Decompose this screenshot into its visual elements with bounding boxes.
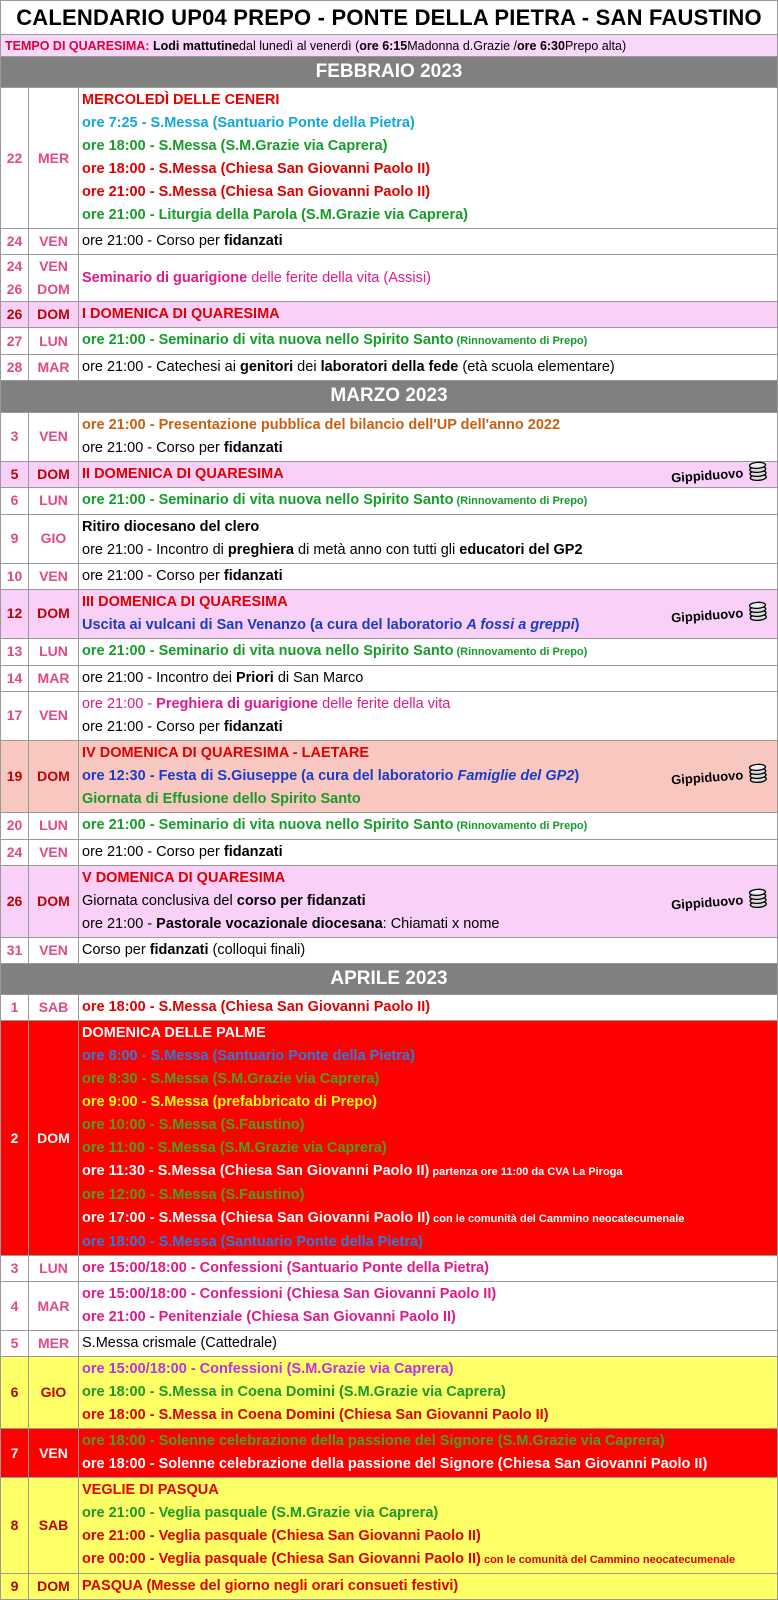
weekday: LUN (29, 328, 79, 354)
event-line (82, 716, 777, 739)
weekday: DOM (29, 302, 79, 327)
event-text: di metà anno con tutti gli (294, 541, 460, 558)
event-text: ore 21:00 - Incontro di (82, 541, 228, 558)
events-cell (79, 488, 777, 514)
event-text: ore 21:00 - Corso per (82, 843, 224, 860)
table-row (1, 563, 777, 589)
event-text: (età scuola elementare) (458, 359, 615, 376)
events-cell (79, 1574, 777, 1599)
events-cell (79, 1256, 777, 1281)
badge-label: Gippiduovo (670, 767, 744, 788)
weekday: VEN (29, 692, 79, 740)
event-line: ore 7:25 - S.Messa (Santuario Ponte della Pietra) (82, 115, 415, 132)
weekday: MAR (29, 666, 79, 691)
table-row (1, 412, 777, 461)
month-header-march: MARZO 2023 (1, 380, 777, 411)
weekday: DOM (29, 1021, 79, 1255)
day-number: 31 (1, 938, 29, 963)
weekday: GIO (29, 515, 79, 563)
event-text: ) (574, 767, 580, 784)
event-text: ore 21:00 - Seminario di vita nuova nello Spirito Santo (82, 816, 454, 833)
intro-time-2: ore 6:30 (517, 38, 565, 53)
event-line: ore 18:00 - S.Messa in Coena Domini (Chiesa San Giovanni Paolo II) (82, 1407, 549, 1424)
intro-time-1: ore 6:15 (359, 38, 408, 53)
coins-icon (746, 888, 769, 909)
intro-label: TEMPO DI QUARESIMA: (5, 38, 150, 53)
event-line (82, 230, 777, 253)
event-line: ore 15:00/18:00 - Confessioni (S.M.Grazie via Caprera) (82, 1361, 454, 1378)
weekday: VEN (29, 413, 79, 461)
day-number: 12 (1, 590, 29, 638)
event-text: educatori del GP2 (459, 541, 583, 558)
weekday: VEN (29, 840, 79, 865)
event-line: PASQUA (Messe del giorno negli orari consueti festivi) (82, 1578, 459, 1595)
day-range (1, 255, 29, 301)
event-line: ore 18:00 - S.Messa (Chiesa San Giovanni Paolo II) (82, 999, 431, 1016)
weekday: MAR (29, 355, 79, 380)
event-line: V DOMENICA DI QUARESIMA (82, 869, 286, 886)
event-line: I DOMENICA DI QUARESIMA (82, 306, 280, 323)
weekday: VEN (29, 938, 79, 963)
event-text: ore 21:00 - Seminario di vita nuova nello Spirito Santo (82, 332, 454, 349)
table-row (1, 1356, 777, 1428)
weekday: LUN (29, 639, 79, 665)
event-line: ore 15:00/18:00 - Confessioni (Chiesa San Giovanni Paolo II) (82, 1286, 497, 1303)
weekday: DOM (29, 462, 79, 487)
event-line: III DOMENICA DI QUARESIMA (82, 593, 288, 610)
events-cell (79, 1478, 777, 1573)
badge-label: Gippiduovo (670, 892, 744, 913)
event-text: genitori (239, 359, 294, 376)
table-row (1, 354, 777, 380)
event-line (82, 1548, 777, 1572)
event-line (82, 437, 777, 460)
day-number: 27 (1, 328, 29, 354)
table-row (1, 461, 777, 487)
event-line: Ritiro diocesano del clero (82, 518, 260, 535)
event-text: ore 21:00 - (82, 695, 157, 712)
event-text: Uscita ai vulcani di San Venanzo (a cura del laboratorio (82, 616, 467, 633)
day-number: 6 (1, 488, 29, 514)
event-line: ore 15:00/18:00 - Confessioni (Santuario Ponte della Pietra) (82, 1260, 489, 1277)
table-row (1, 1020, 777, 1255)
events-cell (79, 1331, 777, 1356)
day-number: 6 (1, 1357, 29, 1428)
events-cell (79, 866, 777, 937)
event-text: Giornata conclusiva del (82, 892, 237, 909)
event-line (82, 267, 777, 290)
event-line: ore 21:00 - S.Messa (Chiesa San Giovanni Paolo II) (82, 184, 431, 201)
day-number: 8 (1, 1478, 29, 1573)
event-text: dei (293, 359, 321, 376)
event-text: di San Marco (273, 669, 364, 686)
event-text: Famiglie del GP2 (457, 767, 575, 784)
day-number: 9 (1, 1574, 29, 1599)
table-row (1, 487, 777, 514)
event-line: S.Messa crismale (Cattedrale) (82, 1335, 277, 1352)
event-text: delle ferite della vita (Assisi) (247, 269, 431, 286)
event-line: ore 10:00 - S.Messa (S.Faustino) (82, 1117, 305, 1134)
event-text: ore 12:30 - Festa di S.Giuseppe (a cura del laboratorio (82, 767, 458, 784)
day-number: 14 (1, 666, 29, 691)
table-row (1, 994, 777, 1020)
event-line (82, 913, 777, 936)
event-text: fidanzati (223, 718, 283, 735)
day-number: 3 (1, 1256, 29, 1281)
event-text: ore 00:00 - Veglia pasquale (Chiesa San Giovanni Paolo II) (82, 1551, 481, 1568)
events-cell (79, 88, 777, 228)
events-cell (79, 590, 777, 638)
event-line (82, 640, 777, 664)
day-number: 24 (6, 258, 23, 275)
weekday: DOM (29, 1574, 79, 1599)
intro-place-2: Prepo alta) (564, 38, 627, 53)
page-title: CALENDARIO UP04 PREPO - PONTE DELLA PIETRA - SAN FAUSTINO (16, 4, 762, 30)
events-cell (79, 515, 777, 563)
event-line: ore 21:00 - Penitenziale (Chiesa San Giovanni Paolo II) (82, 1309, 456, 1326)
event-line: ore 18:00 - Solenne celebrazione della passione del Signore (Chiesa San Giovanni Paolo II) (82, 1456, 708, 1473)
events-cell (79, 564, 777, 589)
day-number: 1 (1, 995, 29, 1020)
event-text: Pastorale vocazionale diocesana (156, 915, 383, 932)
event-text: ore 21:00 - Catechesi ai (82, 359, 240, 376)
day-number: 28 (1, 355, 29, 380)
event-line: MERCOLEDÌ DELLE CENERI (82, 92, 280, 109)
events-cell (79, 666, 777, 691)
table-row (1, 1428, 777, 1477)
event-line (82, 329, 777, 353)
event-text: ) (574, 616, 580, 633)
event-note: con le comunità del Cammino neocatecumenale (480, 1554, 736, 1567)
event-text: fidanzati (223, 439, 283, 456)
weekday: LUN (29, 1256, 79, 1281)
day-number: 5 (1, 462, 29, 487)
day-number: 24 (1, 840, 29, 865)
event-line: VEGLIE DI PASQUA (82, 1482, 219, 1499)
events-cell (79, 1021, 777, 1255)
table-row (1, 87, 777, 228)
table-row (1, 1573, 777, 1599)
event-line: ore 8:00 - S.Messa (Santuario Ponte della Pietra) (82, 1048, 415, 1065)
table-row (1, 301, 777, 327)
event-text: A fossi a greppi (466, 616, 575, 633)
weekday: DOM (29, 590, 79, 638)
event-line: ore 21:00 - Liturgia della Parola (S.M.Grazie via Caprera) (82, 207, 468, 224)
event-text: ore 21:00 - Seminario di vita nuova nello Spirito Santo (82, 642, 454, 659)
table-row (1, 839, 777, 865)
event-line: ore 21:00 - Presentazione pubblica del bilancio dell'UP dell'anno 2022 (82, 416, 561, 433)
event-text: ore 17:00 - S.Messa (Chiesa San Giovanni Paolo II) (82, 1210, 431, 1227)
table-row (1, 740, 777, 812)
event-line: ore 8:30 - S.Messa (S.M.Grazie via Caprera) (82, 1071, 380, 1088)
table-row (1, 665, 777, 691)
event-line: ore 9:00 - S.Messa (prefabbricato di Prepo) (82, 1094, 377, 1111)
table-row (1, 691, 777, 740)
event-note: (Rinnovamento di Prepo) (453, 645, 588, 658)
weekday: MAR (29, 1282, 79, 1330)
event-text: fidanzati (149, 941, 209, 958)
event-text: ore 21:00 - Corso per (82, 718, 224, 735)
event-line (82, 1160, 777, 1184)
day-number: 4 (1, 1282, 29, 1330)
table-row (1, 937, 777, 963)
event-line: ore 18:00 - S.Messa (Chiesa San Giovanni Paolo II) (82, 161, 431, 178)
event-line (82, 1207, 777, 1231)
events-cell (79, 302, 777, 327)
event-text: fidanzati (223, 567, 283, 584)
weekday: VEN (29, 564, 79, 589)
weekday: MER (29, 88, 79, 228)
event-line: DOMENICA DELLE PALME (82, 1025, 266, 1042)
weekday: SAB (29, 1478, 79, 1573)
event-line (82, 489, 777, 513)
weekday-range (29, 255, 79, 301)
events-cell (79, 328, 777, 354)
events-cell (79, 692, 777, 740)
event-line: ore 21:00 - Veglia pasquale (S.M.Grazie via Caprera) (82, 1505, 439, 1522)
day-number: 26 (6, 281, 23, 298)
intro-mid: dal lunedì al venerdì ( (239, 38, 360, 53)
event-text: ore 21:00 - Incontro dei (82, 669, 236, 686)
event-text: delle ferite della vita (318, 695, 451, 712)
event-line (82, 693, 777, 716)
event-line: ore 18:00 - S.Messa (Santuario Ponte della Pietra) (82, 1234, 423, 1251)
event-line (82, 841, 777, 864)
table-row (1, 812, 777, 839)
table-row (1, 1281, 777, 1330)
event-line (82, 667, 777, 690)
table-row (1, 1255, 777, 1281)
event-text: ore 21:00 - Corso per (82, 439, 224, 456)
day-number: 7 (1, 1429, 29, 1477)
event-text: ore 21:00 - Corso per (82, 567, 224, 584)
event-text: ore 21:00 - Corso per (82, 233, 224, 250)
event-line: ore 18:00 - Solenne celebrazione della passione del Signore (S.M.Grazie via Caprera) (82, 1433, 665, 1450)
table-row (1, 1477, 777, 1573)
day-number: 2 (1, 1021, 29, 1255)
day-number: 17 (1, 692, 29, 740)
event-line (82, 565, 777, 588)
events-cell (79, 255, 777, 301)
day-number: 10 (1, 564, 29, 589)
events-cell (79, 995, 777, 1020)
day-number: 9 (1, 515, 29, 563)
event-text: Preghiera di guarigione (156, 695, 319, 712)
event-line: II DOMENICA DI QUARESIMA (82, 465, 284, 482)
event-line: Giornata di Effusione dello Spirito Santo (82, 790, 361, 807)
event-text: ore 11:30 - S.Messa (Chiesa San Giovanni Paolo II) (82, 1163, 430, 1180)
event-text: : Chiamati x nome (382, 915, 500, 932)
table-row (1, 228, 777, 254)
event-line: ore 12:00 - S.Messa (S.Faustino) (82, 1187, 305, 1204)
event-line (82, 356, 777, 379)
event-text: ore 21:00 - (82, 915, 157, 932)
table-row (1, 589, 777, 638)
event-line (82, 814, 777, 838)
event-line: ore 18:00 - S.Messa (S.M.Grazie via Caprera) (82, 138, 388, 155)
day-number: 26 (1, 866, 29, 937)
events-cell (79, 840, 777, 865)
events-cell (79, 741, 777, 812)
event-text: fidanzati (223, 843, 283, 860)
event-text: fidanzati (223, 233, 283, 250)
table-row (1, 514, 777, 563)
weekday: MER (29, 1331, 79, 1356)
coins-icon (746, 763, 769, 784)
events-cell (79, 1357, 777, 1428)
day-number: 24 (1, 229, 29, 254)
day-number: 5 (1, 1331, 29, 1356)
month-header-february: FEBBRAIO 2023 (1, 56, 777, 87)
day-number: 20 (1, 813, 29, 839)
weekday: LUN (29, 813, 79, 839)
weekday: VEN (39, 258, 68, 275)
weekday: SAB (29, 995, 79, 1020)
events-cell (79, 413, 777, 461)
event-text: Priori (235, 669, 274, 686)
weekday: LUN (29, 488, 79, 514)
events-cell (79, 813, 777, 839)
events-cell (79, 1282, 777, 1330)
event-text: corso per fidanzati (236, 892, 366, 909)
event-text: (colloqui finali) (208, 941, 306, 958)
event-note: partenza ore 11:00 da CVA La Piroga (429, 1166, 623, 1179)
badge-label: Gippiduovo (670, 604, 744, 625)
table-row (1, 638, 777, 665)
day-number: 13 (1, 639, 29, 665)
event-text: preghiera (227, 541, 294, 558)
events-cell (79, 355, 777, 380)
badge-label: Gippiduovo (670, 465, 744, 486)
weekday: DOM (37, 281, 70, 298)
event-line (82, 939, 777, 962)
day-number: 26 (1, 302, 29, 327)
day-number: 19 (1, 741, 29, 812)
event-text: Corso per (82, 941, 150, 958)
intro-lodi: Lodi mattutine (152, 38, 240, 53)
intro-place-1: Madonna d.Grazie / (407, 38, 518, 53)
events-cell (79, 938, 777, 963)
coins-icon (746, 600, 769, 621)
event-note: (Rinnovamento di Prepo) (453, 819, 588, 832)
event-text: laboratori della fede (320, 359, 459, 376)
events-cell (79, 462, 777, 487)
lent-intro (1, 34, 777, 56)
day-number: 3 (1, 413, 29, 461)
event-note: (Rinnovamento di Prepo) (453, 494, 588, 507)
event-text: Seminario di guarigione (82, 269, 248, 286)
weekday: VEN (29, 229, 79, 254)
event-line: IV DOMENICA DI QUARESIMA - LAETARE (82, 744, 370, 761)
month-header-april: APRILE 2023 (1, 963, 777, 994)
weekday: DOM (29, 866, 79, 937)
table-row (1, 327, 777, 354)
events-cell (79, 1429, 777, 1477)
events-cell (79, 639, 777, 665)
table-row (1, 865, 777, 937)
event-line: ore 21:00 - Veglia pasquale (Chiesa San Giovanni Paolo II) (82, 1528, 481, 1545)
event-note: (Rinnovamento di Prepo) (453, 335, 588, 348)
event-line (82, 539, 777, 562)
table-row (1, 1330, 777, 1356)
table-row (1, 254, 777, 301)
event-text: ore 21:00 - Seminario di vita nuova nello Spirito Santo (82, 491, 454, 508)
events-cell (79, 229, 777, 254)
weekday: GIO (29, 1357, 79, 1428)
event-note: con le comunità del Cammino neocatecumenale (430, 1213, 685, 1226)
weekday: VEN (29, 1429, 79, 1477)
event-line: ore 11:00 - S.Messa (S.M.Grazie via Caprera) (82, 1140, 387, 1157)
day-number: 22 (1, 88, 29, 228)
event-line: ore 18:00 - S.Messa in Coena Domini (S.M.Grazie via Caprera) (82, 1384, 506, 1401)
weekday: DOM (29, 741, 79, 812)
coins-icon (746, 461, 769, 482)
